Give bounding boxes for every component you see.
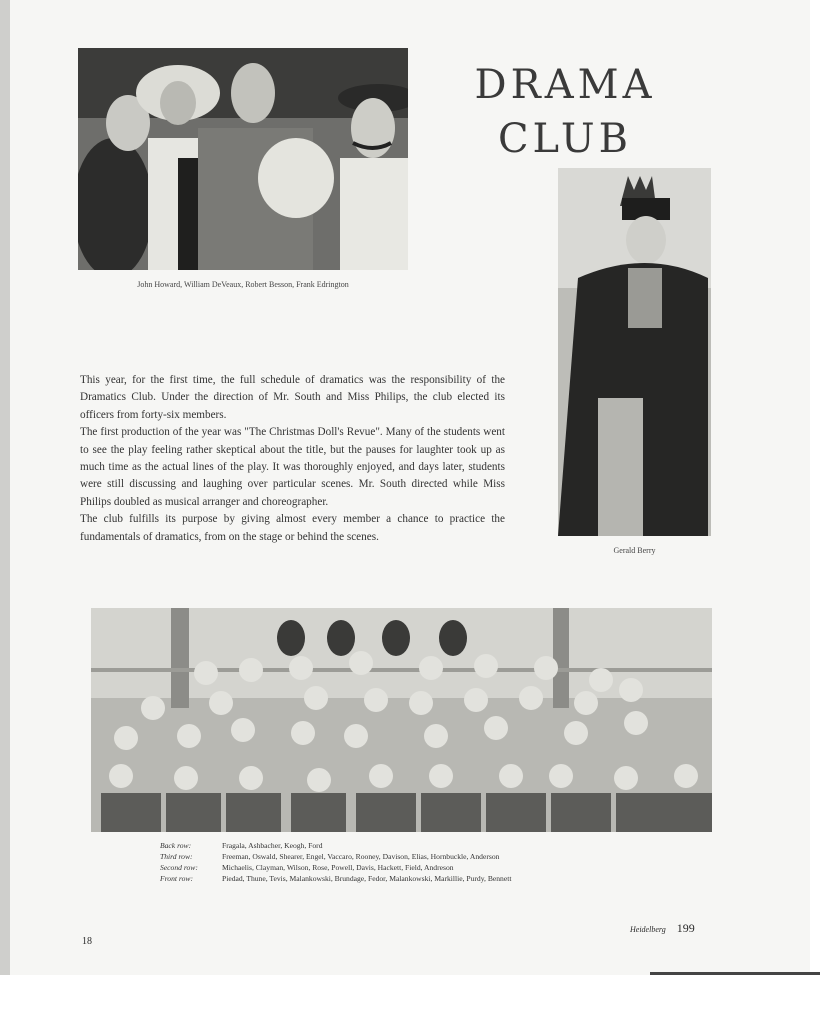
gerald-berry-image [558, 168, 711, 536]
article-paragraph: The first production of the year was "The Christmas Doll's Revue". Many of the students went to see the play feeling rather skeptical about the title, but the pauses for laughter took up as much time as the actual lines of the play. It was thoroughly enjoyed, and days later, students were still discussing and laughing over particular scenes. Mr. South directed while Miss Philips doubled as musical arranger and choreographer. [80, 426, 505, 508]
book-name: Heidelberg [630, 925, 666, 934]
costumed-students-photo [78, 48, 408, 270]
costumed-students-image [78, 48, 408, 270]
article-text [80, 372, 505, 546]
roster-row [160, 873, 680, 884]
page-title [450, 58, 680, 166]
roster-row [160, 851, 680, 862]
roster-row-label: Third row: [160, 852, 193, 861]
group-photo-roster [160, 840, 680, 884]
page-footer [630, 921, 695, 936]
article-paragraph: The club fulfills its purpose by giving almost every member a chance to practice the fundamentals of dramatics, from on the stage or behind the scenes. [80, 513, 505, 543]
roster-row-label: Back row: [160, 841, 192, 850]
roster-row-names: Fragala, Ashbacher, Keogh, Ford [222, 841, 323, 850]
club-group-photo [91, 608, 712, 832]
roster-row [160, 840, 680, 851]
roster-row-label: Second row: [160, 863, 198, 872]
left-page-number: 18 [82, 936, 92, 947]
roster-row-names: Piedad, Thune, Tevis, Malankowski, Brundage, Fedor, Malankowski, Markillie, Purdy, Bennett [222, 874, 512, 883]
right-page-number: 199 [676, 921, 695, 935]
right-photo-caption: Gerald Berry [613, 546, 656, 555]
top-photo-caption: John Howard, William DeVeaux, Robert Besson, Frank Edrington [137, 280, 349, 289]
gerald-berry-photo [558, 168, 711, 536]
roster-row-names: Michaelis, Clayman, Wilson, Rose, Powell, Davis, Hackett, Field, Andreson [222, 863, 454, 872]
roster-row [160, 862, 680, 873]
roster-row-label: Front row: [160, 874, 193, 883]
title-line-drama: DRAMA [474, 62, 656, 108]
roster-row-names: Freeman, Oswald, Shearer, Engel, Vaccaro, Rooney, Davison, Elias, Hornbuckle, Anderson [222, 852, 500, 861]
article-paragraph: This year, for the first time, the full schedule of dramatics was the responsibility of the Dramatics Club. Under the direction of Mr. South and Miss Philips, the club elected its officers from forty-six members. [80, 374, 505, 421]
title-line-club: CLUB [497, 116, 633, 162]
club-group-image [91, 608, 712, 832]
page-edge-shadow [650, 972, 820, 975]
